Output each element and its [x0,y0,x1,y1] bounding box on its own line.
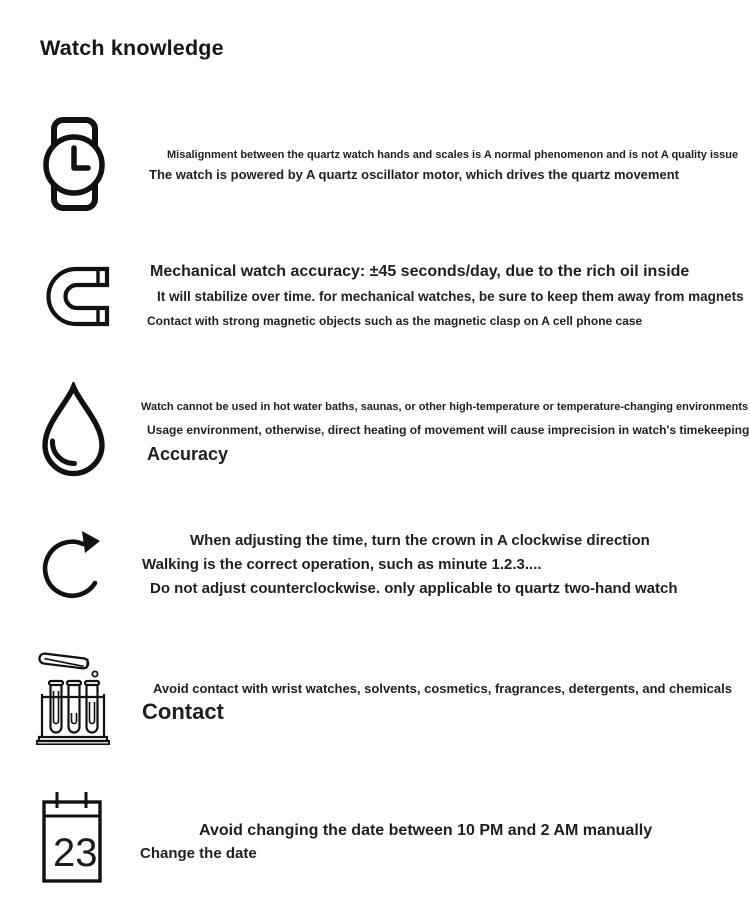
keep-away-magnets-text: It will stabilize over time. for mechanical watches, be sure to keep them away from magnets [157,289,744,304]
correct-operation-text: Walking is the correct operation, such as minute 1.2.3.... [142,556,542,573]
calendar-day-number: 23 [53,831,98,875]
avoid-date-change-text: Avoid changing the date between 10 PM and 2 AM manually [199,822,653,839]
water-drop-icon [40,382,107,478]
mechanical-accuracy-text: Mechanical watch accuracy: ±45 seconds/day, due to the rich oil inside [150,263,690,280]
no-counterclockwise-text: Do not adjust counterclockwise. only applicable to quartz two-hand watch [150,580,678,597]
wristwatch-icon [42,116,106,212]
turn-crown-clockwise-text: When adjusting the time, turn the crown in A clockwise direction [190,532,650,549]
accuracy-heading: Accuracy [147,444,229,464]
magnetic-objects-note: Contact with strong magnetic objects such as the magnetic clasp on A cell phone case [147,314,643,328]
quartz-misalignment-note: Misalignment between the quartz watch hands and scales is A normal phenomenon and is not A quality issue [167,149,739,161]
contact-heading: Contact [142,699,224,724]
test-tubes-icon [36,650,110,745]
hot-water-note: Watch cannot be used in hot water baths, saunas, or other high-temperature or temperature-changing environments [141,401,749,413]
clockwise-rotation-icon [42,527,106,605]
calendar-icon [42,791,102,887]
page-title: Watch knowledge [40,36,224,60]
quartz-movement-text: The watch is powered by A quartz oscillator motor, which drives the quartz movement [149,167,679,182]
usage-environment-text: Usage environment, otherwise, direct heating of movement will cause imprecision in watch's timekeeping [147,423,750,437]
change-the-date-text: Change the date [140,845,257,862]
magnet-icon [43,266,110,327]
avoid-chemicals-text: Avoid contact with wrist watches, solvents, cosmetics, fragrances, detergents, and chemicals [153,681,732,696]
